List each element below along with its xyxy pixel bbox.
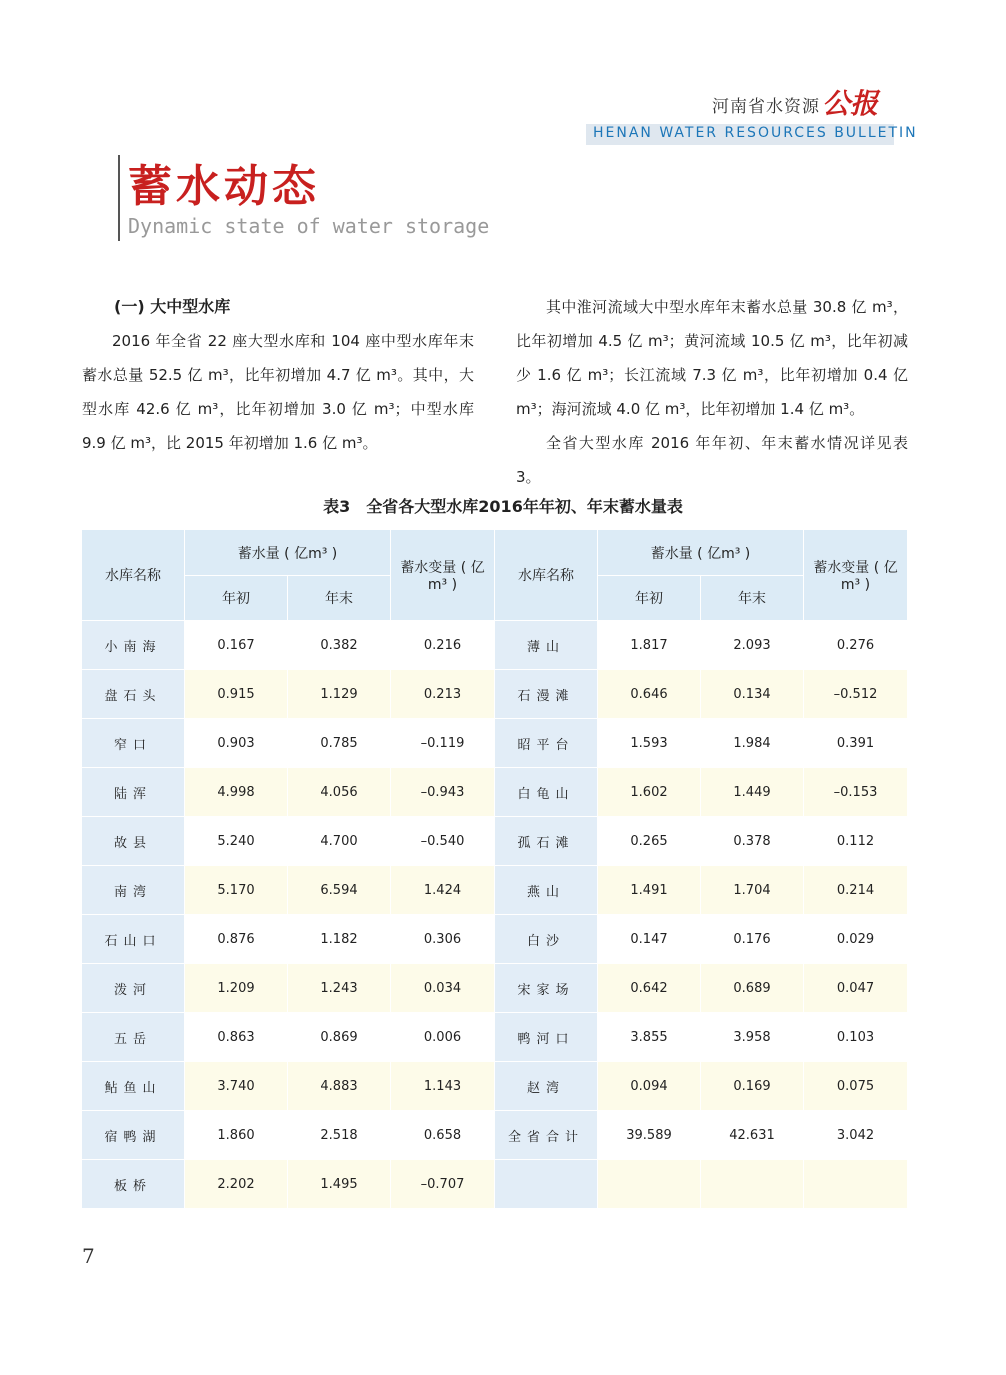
storage-change-right: 0.276 — [804, 621, 908, 670]
reservoir-name-left: 泼河 — [82, 964, 185, 1013]
storage-change-left: –0.707 — [391, 1160, 495, 1209]
storage-end-left: 0.869 — [288, 1013, 391, 1062]
storage-change-left: –0.119 — [391, 719, 495, 768]
storage-start-right: 39.589 — [598, 1111, 701, 1160]
storage-start-right: 0.094 — [598, 1062, 701, 1111]
subheading: (一) 大中型水库 — [114, 297, 231, 316]
body-column-right — [516, 290, 908, 494]
table-row — [82, 670, 908, 719]
header-start-right: 年初 — [598, 576, 701, 621]
header-end-right: 年末 — [701, 576, 804, 621]
reservoir-name-left: 盘石头 — [82, 670, 185, 719]
storage-change-left: 0.006 — [391, 1013, 495, 1062]
header-start-left: 年初 — [185, 576, 288, 621]
storage-start-left: 1.860 — [185, 1111, 288, 1160]
body-column-left — [82, 290, 474, 460]
storage-end-right — [701, 1160, 804, 1209]
reservoir-name-left: 石山口 — [82, 915, 185, 964]
table-row — [82, 866, 908, 915]
storage-end-right: 1.704 — [701, 866, 804, 915]
header-storage-right: 蓄水量 ( 亿m³ ) — [598, 530, 804, 576]
header-end-left: 年末 — [288, 576, 391, 621]
storage-change-left: 1.424 — [391, 866, 495, 915]
storage-start-left: 5.240 — [185, 817, 288, 866]
storage-change-right: 0.391 — [804, 719, 908, 768]
storage-start-right: 0.147 — [598, 915, 701, 964]
storage-end-left: 0.785 — [288, 719, 391, 768]
storage-change-right — [804, 1160, 908, 1209]
storage-change-left: –0.943 — [391, 768, 495, 817]
section-title-en: Dynamic state of water storage — [128, 214, 490, 238]
reservoir-name-left: 板桥 — [82, 1160, 185, 1209]
reservoir-name-right: 昭平台 — [495, 719, 598, 768]
header-change-left: 蓄水变量 ( 亿m³ ) — [391, 530, 495, 621]
storage-change-left: 0.216 — [391, 621, 495, 670]
reservoir-name-right — [495, 1160, 598, 1209]
storage-end-left: 4.883 — [288, 1062, 391, 1111]
storage-end-right: 0.378 — [701, 817, 804, 866]
storage-start-left: 0.876 — [185, 915, 288, 964]
storage-end-right: 0.689 — [701, 964, 804, 1013]
storage-change-right: 0.075 — [804, 1062, 908, 1111]
section-title-bar — [118, 155, 120, 241]
storage-end-left: 4.700 — [288, 817, 391, 866]
reservoir-name-left: 窄口 — [82, 719, 185, 768]
storage-change-right: –0.153 — [804, 768, 908, 817]
storage-change-right: 0.103 — [804, 1013, 908, 1062]
storage-change-left: –0.540 — [391, 817, 495, 866]
storage-end-right: 0.134 — [701, 670, 804, 719]
reservoir-name-right: 全省合计 — [495, 1111, 598, 1160]
reservoir-table — [81, 529, 908, 1209]
storage-start-right: 0.265 — [598, 817, 701, 866]
storage-end-right: 3.958 — [701, 1013, 804, 1062]
reservoir-name-right: 白沙 — [495, 915, 598, 964]
reservoir-name-right: 宋家场 — [495, 964, 598, 1013]
storage-change-left: 0.658 — [391, 1111, 495, 1160]
paragraph-1: 2016 年全省 22 座大型水库和 104 座中型水库年末蓄水总量 52.5 亿 m³，比年初增加 4.7 亿 m³。其中，大型水库 42.6 亿 m³，比年初增加 3.0 亿 m³；中型水库 9.9 亿 m³，比 2015 年初增加 1.6 亿 m³。 — [82, 332, 474, 452]
storage-end-right: 2.093 — [701, 621, 804, 670]
storage-start-right: 1.602 — [598, 768, 701, 817]
bulletin-title-cn: 河南省水资源 — [712, 97, 820, 117]
header-name-right: 水库名称 — [495, 530, 598, 621]
reservoir-name-right: 燕山 — [495, 866, 598, 915]
table-row — [82, 1062, 908, 1111]
storage-end-right: 0.169 — [701, 1062, 804, 1111]
reservoir-name-left: 宿鸭湖 — [82, 1111, 185, 1160]
reservoir-name-right: 赵湾 — [495, 1062, 598, 1111]
storage-start-left: 2.202 — [185, 1160, 288, 1209]
storage-start-right: 1.491 — [598, 866, 701, 915]
storage-end-left: 1.129 — [288, 670, 391, 719]
storage-end-right: 0.176 — [701, 915, 804, 964]
table-row — [82, 817, 908, 866]
storage-end-left: 1.182 — [288, 915, 391, 964]
storage-start-right — [598, 1160, 701, 1209]
storage-change-right: 0.214 — [804, 866, 908, 915]
storage-start-left: 0.903 — [185, 719, 288, 768]
table-row — [82, 768, 908, 817]
header-name-left: 水库名称 — [82, 530, 185, 621]
storage-start-right: 3.855 — [598, 1013, 701, 1062]
header-storage-left: 蓄水量 ( 亿m³ ) — [185, 530, 391, 576]
storage-end-left: 1.243 — [288, 964, 391, 1013]
reservoir-name-left: 陆浑 — [82, 768, 185, 817]
storage-end-left: 4.056 — [288, 768, 391, 817]
storage-end-left: 1.495 — [288, 1160, 391, 1209]
reservoir-name-right: 白龟山 — [495, 768, 598, 817]
storage-change-left: 1.143 — [391, 1062, 495, 1111]
storage-end-left: 0.382 — [288, 621, 391, 670]
reservoir-name-right: 薄山 — [495, 621, 598, 670]
storage-change-right: 3.042 — [804, 1111, 908, 1160]
storage-start-right: 0.646 — [598, 670, 701, 719]
storage-end-right: 1.449 — [701, 768, 804, 817]
paragraph-3: 全省大型水库 2016 年年初、年末蓄水情况详见表 3。 — [516, 434, 908, 486]
storage-start-right: 1.817 — [598, 621, 701, 670]
table-row — [82, 621, 908, 670]
table-row — [82, 719, 908, 768]
storage-change-right: –0.512 — [804, 670, 908, 719]
storage-start-left: 5.170 — [185, 866, 288, 915]
table-body — [82, 621, 908, 1209]
storage-change-right: 0.047 — [804, 964, 908, 1013]
storage-start-right: 0.642 — [598, 964, 701, 1013]
storage-change-left: 0.034 — [391, 964, 495, 1013]
storage-start-left: 1.209 — [185, 964, 288, 1013]
table-row — [82, 1160, 908, 1209]
storage-change-left: 0.306 — [391, 915, 495, 964]
reservoir-name-left: 五岳 — [82, 1013, 185, 1062]
reservoir-name-right: 孤石滩 — [495, 817, 598, 866]
storage-start-left: 0.915 — [185, 670, 288, 719]
storage-change-right: 0.029 — [804, 915, 908, 964]
storage-start-left: 0.167 — [185, 621, 288, 670]
header-change-right: 蓄水变量 ( 亿m³ ) — [804, 530, 908, 621]
reservoir-name-right: 鸭河口 — [495, 1013, 598, 1062]
reservoir-name-left: 故县 — [82, 817, 185, 866]
storage-start-right: 1.593 — [598, 719, 701, 768]
bulletin-logo: 公报 — [822, 87, 879, 120]
storage-change-right: 0.112 — [804, 817, 908, 866]
storage-start-left: 3.740 — [185, 1062, 288, 1111]
bulletin-title-en: HENAN WATER RESOURCES BULLETIN — [593, 125, 918, 141]
storage-end-right: 1.984 — [701, 719, 804, 768]
storage-start-left: 0.863 — [185, 1013, 288, 1062]
reservoir-name-left: 鲇鱼山 — [82, 1062, 185, 1111]
storage-end-left: 6.594 — [288, 866, 391, 915]
reservoir-name-left: 小南海 — [82, 621, 185, 670]
section-title-cn: 蓄水动态 — [128, 161, 320, 212]
page-number: 7 — [82, 1244, 95, 1268]
table-row — [82, 1111, 908, 1160]
storage-end-right: 42.631 — [701, 1111, 804, 1160]
storage-change-left: 0.213 — [391, 670, 495, 719]
table-row — [82, 915, 908, 964]
storage-start-left: 4.998 — [185, 768, 288, 817]
table-row — [82, 964, 908, 1013]
reservoir-name-left: 南湾 — [82, 866, 185, 915]
reservoir-name-right: 石漫滩 — [495, 670, 598, 719]
paragraph-2: 其中淮河流域大中型水库年末蓄水总量 30.8 亿 m³，比年初增加 4.5 亿 m³；黄河流域 10.5 亿 m³，比年初减少 1.6 亿 m³；长江流域 7.3 亿 m³，比年初增加 0.4 亿 m³；海河流域 4.0 亿 m³，比年初增加 1.4 亿 m³。 — [516, 298, 908, 418]
table-caption: 表3 全省各大型水库2016年年初、年末蓄水量表 — [323, 497, 683, 516]
table-row — [82, 1013, 908, 1062]
storage-end-left: 2.518 — [288, 1111, 391, 1160]
